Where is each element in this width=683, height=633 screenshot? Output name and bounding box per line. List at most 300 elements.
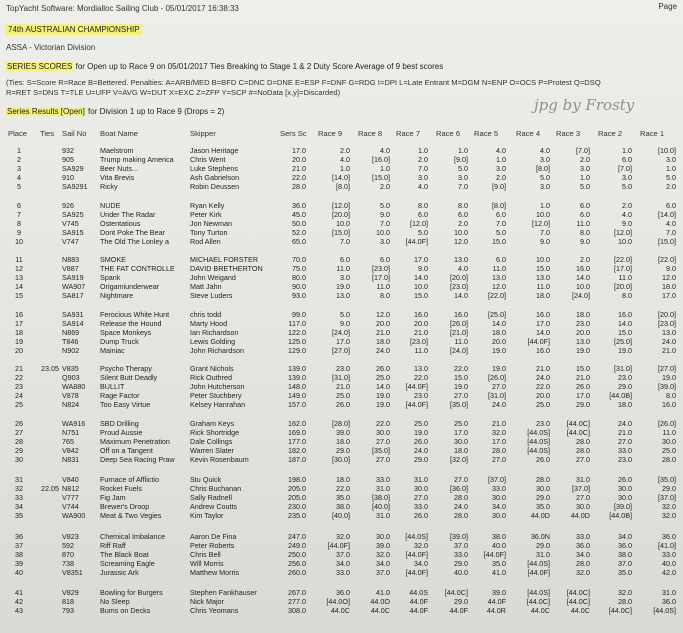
cell-skipper: Grant Nichols [190,364,234,373]
cell-race-2: 21.0 [618,427,632,437]
cell-race-3: 6.0 [580,209,590,219]
cell-series-score: 36.0 [292,200,306,210]
cell-race-1: 29.0 [662,484,676,494]
cell-place: 19 [15,336,23,346]
column-header-race-6: Race 6 [436,129,461,138]
cell-boat-name: Furnace of Afflictio [100,475,159,484]
cell-race-2: [12.0] [614,227,632,237]
cell-race-1: 30.0 [662,436,676,446]
cell-race-9: 34.0 [336,558,350,568]
cell-race-6: 3.0 [458,173,468,183]
cell-race-2: 35.0 [618,567,632,577]
cell-race-3: 13.0 [576,336,590,346]
cell-boat-name: SMOKE [100,255,126,264]
cell-race-5: 39.0 [492,588,506,597]
cell-race-7: 24.0 [414,445,428,455]
cell-race-4: 44.0C [530,606,550,616]
cell-boat-name: Ostentatious [100,218,141,228]
cell-race-1: 32.0 [662,502,676,512]
cell-sail-no: WA900 [62,511,86,521]
cell-race-1: 3.0 [666,155,676,165]
cell-skipper: Lewis Golding [190,336,236,346]
cell-race-5: 30.0 [492,511,506,521]
cell-race-2: 26.0 [618,475,632,484]
cell-race-3: 16.0 [576,264,590,274]
cell-race-7: 25.0 [414,418,428,428]
cell-race-4: 44.0D [530,511,550,521]
cell-sail-no: V829 [62,588,79,597]
cell-race-6: 5.0 [458,164,468,174]
cell-race-8: 30.0 [376,531,390,541]
cell-boat-name: Ricky [100,182,118,192]
cell-boat-name: Bums on Decks [100,606,151,616]
cell-race-5: 15.0 [492,236,506,246]
cell-sail-no: N831 [62,454,80,464]
cell-boat-name: Too Easy Virtue [100,400,151,410]
cell-race-3: 28.0 [576,558,590,568]
cell-series-score: 247.0 [288,531,306,541]
cell-place: 2 [17,155,21,165]
series-scores-line [6,62,443,71]
cell-boat-name: Riff Raff [100,540,126,550]
association-label: ASSA - Victorian Division [6,43,96,52]
cell-race-8: 10.0 [376,227,390,237]
cell-race-6: [36.0] [450,484,468,494]
cell-race-4: 10.0 [536,255,550,264]
cell-race-2: 24.0 [618,418,632,428]
cell-race-5: 27.0 [492,382,506,392]
cell-skipper: Steve Luders [190,291,233,301]
cell-race-3: [44.0C] [566,597,590,607]
cell-race-1: [37.0] [658,493,676,503]
cell-sail-no: 765 [62,436,74,446]
cell-boat-name: BULLIT [100,382,125,392]
cell-race-8: 37.0 [376,567,390,577]
cell-race-5: 2.0 [496,173,506,183]
cell-race-8: 5.0 [380,200,390,210]
cell-race-9: [27.0] [332,345,350,355]
cell-race-9: 3.0 [340,273,350,283]
cell-sail-no: V745 [62,218,79,228]
cell-race-5: [44.0F] [483,549,506,559]
cell-race-1: 6.0 [666,200,676,210]
cell-race-9: 7.0 [340,236,350,246]
cell-series-score: 148.0 [288,382,306,392]
cell-race-7: 15.0 [414,291,428,301]
cell-race-3: 19.0 [576,345,590,355]
cell-race-7: 30.0 [414,484,428,494]
cell-race-3: 26.0 [576,382,590,392]
cell-race-4: 11.0 [536,282,550,292]
cell-race-6: [20.0] [450,273,468,283]
cell-race-7: 26.0 [414,436,428,446]
cell-sail-no: V887 [62,264,79,274]
cell-race-3: [37.0] [572,484,590,494]
cell-race-5: 6.0 [496,255,506,264]
cell-race-4: 36.0N [530,531,550,541]
cell-boat-name: Chemical Imbalance [100,531,166,541]
cell-skipper: Sally Radnell [190,493,232,503]
cell-sail-no: 738 [62,558,74,568]
cell-race-8: [35.0] [372,445,390,455]
cell-skipper: Chris Went [190,155,226,165]
cell-sail-no: N883 [62,255,80,264]
cell-race-4: [44.0S] [527,445,550,455]
cell-race-7: 10.0 [414,282,428,292]
cell-place: 15 [15,291,23,301]
cell-race-4: [8.0] [536,164,550,174]
cell-race-5: 32.0 [492,427,506,437]
cell-race-2: [39.0] [614,502,632,512]
cell-boat-name: Beer Nuts... [100,164,138,174]
cell-place: 17 [15,318,23,328]
cell-race-7: 27.0 [414,493,428,503]
cell-race-5: 1.0 [496,155,506,165]
cell-race-8: 41.0 [376,588,390,597]
cell-race-9: 33.0 [336,567,350,577]
series-results-text: for Division 1 up to Race 9 (Drops = 2) [88,107,225,116]
cell-race-2: [20.0] [614,282,632,292]
cell-ties: 22.05 [41,484,59,494]
cell-skipper: MICHAEL FORSTER [190,255,259,264]
cell-race-8: [23.0] [372,264,390,274]
cell-race-6: [9.0] [454,155,468,165]
cell-race-3: 9.0 [580,236,590,246]
cell-race-1: 18.0 [662,282,676,292]
cell-race-2: 23.0 [618,454,632,464]
cell-race-1: [26.0] [658,418,676,428]
cell-series-score: 90.0 [292,282,306,292]
cell-race-6: [26.0] [450,318,468,328]
cell-place: 38 [15,549,23,559]
cell-race-2: 15.0 [618,327,632,337]
cell-race-1: 2.0 [666,182,676,192]
cell-series-score: 250.0 [288,549,306,559]
cell-race-8: 22.0 [376,418,390,428]
cell-race-7: 2.0 [418,155,428,165]
cell-sail-no: V744 [62,502,79,512]
cell-race-4: 13.0 [536,273,550,283]
cell-race-4: [44.0S] [527,588,550,597]
cell-race-6: 8.0 [458,200,468,210]
cell-race-1: 32.0 [662,511,676,521]
cell-sail-no: WA880 [62,382,86,392]
cell-race-4: 31.0 [536,549,550,559]
cell-race-5: [26.0] [488,373,506,383]
cell-race-9: [40.0] [332,511,350,521]
cell-race-8: 33.0 [376,475,390,484]
cell-race-2: 14.0 [618,318,632,328]
cell-race-7: 33.0 [414,502,428,512]
cell-race-5: 34.0 [492,502,506,512]
cell-race-7: 5.0 [418,227,428,237]
cell-race-1: 33.0 [662,549,676,559]
cell-series-score: 267.0 [288,588,306,597]
cell-series-score: 157.0 [288,400,306,410]
cell-series-score: 75.0 [292,264,306,274]
cell-race-3: 1.0 [580,173,590,183]
cell-race-5: 11.0 [492,264,506,274]
cell-sail-no: V840 [62,475,79,484]
cell-race-4: [44.0S] [527,427,550,437]
cell-race-4: [44.0S] [527,436,550,446]
cell-skipper: Marty Hood [190,318,228,328]
cell-race-2: [44.0C] [608,606,632,616]
cell-race-4: [44.0F] [527,336,550,346]
cell-race-6: 29.0 [454,597,468,607]
cell-race-7: 13.0 [414,364,428,373]
cell-race-2: 30.0 [618,484,632,494]
cell-race-9: 21.0 [336,382,350,392]
cell-race-7: 7.0 [418,164,428,174]
cell-race-8: 32.0 [376,549,390,559]
cell-series-score: 308.0 [288,606,306,616]
cell-race-2: 16.0 [618,309,632,319]
cell-race-6: 19.0 [454,382,468,392]
cell-race-8: 31.0 [376,511,390,521]
cell-race-6: 44.0F [449,606,468,616]
cell-race-4: 22.0 [536,382,550,392]
cell-skipper: Aaron De Fina [190,531,237,541]
cell-series-score: 139.0 [288,364,306,373]
cell-series-score: 205.0 [288,484,306,494]
cell-race-9: [12.0] [332,200,350,210]
cell-race-9: 17.0 [336,336,350,346]
cell-race-4: 26.0 [536,454,550,464]
cell-race-7: 9.0 [418,264,428,274]
cell-race-3: 36.0 [576,540,590,550]
cell-race-3: [24.0] [572,291,590,301]
cell-race-1: 17.0 [662,291,676,301]
cell-ties: 23.05 [41,364,59,373]
cell-race-7: 44.0F [409,597,428,607]
cell-race-8: 39.0 [376,540,390,550]
cell-boat-name: NUDE [100,200,121,210]
cell-skipper: chris todd [190,309,222,319]
cell-sail-no: V823 [62,531,79,541]
cell-race-7: [44.0F] [405,382,428,392]
cell-race-2: 37.0 [618,558,632,568]
cell-race-2: 10.0 [618,236,632,246]
cell-race-5: 5.0 [496,227,506,237]
cell-race-6: 33.0 [454,549,468,559]
cell-race-1: 12.0 [662,273,676,283]
cell-race-1: 1.0 [666,164,676,174]
cell-skipper: Ian Richardson [190,327,239,337]
cell-race-5: 13.0 [492,273,506,283]
penalty-key-line-1: (Ties: S=Score R=Race B=Bettered. Penalties: A=ARB/MED B=BFD C=DNC D=DNE E=ESP F=DNF G=RDG I=DPI L=Late Entrant M=DGM N=ENP O=OCS P=Protest Q=DSQ [6,78,601,87]
column-header-ties: Ties [40,129,55,138]
cell-race-4: 23.0 [536,418,550,428]
penalty-key [6,78,681,98]
cell-sail-no: V8351 [62,567,83,577]
cell-race-2: 38.0 [618,549,632,559]
penalty-key-line-2: R=RET S=DNS T=TLE U=UFP V=AVG W=DUT X=EXC Z=ZFP Y=SCP #=NoData [x,y]=Discarded) [6,88,341,97]
cell-race-5: 19.0 [492,364,506,373]
cell-skipper: Dale Collings [190,436,233,446]
cell-race-3: 18.0 [576,309,590,319]
cell-skipper: Peter Stuchbery [190,391,242,401]
cell-race-4: 28.0 [536,475,550,484]
cell-race-2: [44.0B] [609,511,632,521]
cell-race-9: 38.0 [336,502,350,512]
cell-race-1: [14.0] [658,209,676,219]
cell-race-8: [16.0] [372,155,390,165]
cell-place: 43 [15,606,23,616]
cell-race-8: 18.0 [376,336,390,346]
cell-boat-name: Maximum Penetration [100,436,170,446]
cell-race-9: 22.0 [336,484,350,494]
cell-race-8: 9.0 [380,209,390,219]
cell-race-2: 36.0 [618,540,632,550]
cell-race-9: 10.0 [336,218,350,228]
cell-series-score: 177.0 [288,436,306,446]
cell-series-score: 80.0 [292,273,306,283]
cell-race-1: [27.0] [658,364,676,373]
cell-series-score: 230.0 [288,502,306,512]
cell-race-6: 24.0 [454,502,468,512]
cell-race-7: 34.0 [414,558,428,568]
cell-sail-no: Q903 [62,373,80,383]
cell-boat-name: Origamiunderwear [100,282,160,292]
cell-skipper: Peter Kirk [190,209,222,219]
cell-race-1: [15.0] [658,236,676,246]
cell-sail-no: T846 [62,336,79,346]
cell-boat-name: Trump making America [100,155,174,165]
cell-skipper: Matthew Morris [190,567,240,577]
cell-race-5: 38.0 [492,531,506,541]
cell-race-1: [23.0] [658,318,676,328]
cell-race-2: 19.0 [618,345,632,355]
cell-series-score: 125.0 [288,336,306,346]
cell-race-4: 24.0 [536,373,550,383]
cell-race-6: [32.0] [450,454,468,464]
software-header: TopYacht Software: Mordialloc Sailing Club - 05/01/2017 16:38:33 [6,4,239,13]
cell-sail-no: 870 [62,549,74,559]
cell-race-1: 7.0 [666,227,676,237]
cell-race-5: 20.0 [492,336,506,346]
cell-race-4: 16.0 [536,309,550,319]
cell-race-9: [44.0O] [326,597,350,607]
cell-race-9: [28.0] [332,418,350,428]
cell-race-5: 17.0 [492,436,506,446]
cell-sail-no: V835 [62,364,79,373]
cell-race-6: 27.0 [454,475,468,484]
cell-race-5: 35.0 [492,558,506,568]
cell-race-5: 18.0 [492,327,506,337]
cell-race-5: 21.0 [492,418,506,428]
cell-place: 37 [15,540,23,550]
cell-race-5: [22.0] [488,291,506,301]
cell-skipper: Matt Jahn [190,282,222,292]
cell-race-9: [24.0] [332,327,350,337]
cell-race-2: 5.0 [622,182,632,192]
cell-race-4: 4.0 [540,146,550,155]
cell-skipper: Kelsey Hanrahan [190,400,246,410]
column-header-race-2: Race 2 [598,129,623,138]
cell-race-7: [44.0F] [405,549,428,559]
cell-skipper: John Hutcherson [190,382,245,392]
cell-race-3: 23.0 [576,318,590,328]
cell-series-score: 169.0 [288,427,306,437]
cell-boat-name: Meat & Two Vegies [100,511,162,521]
cell-boat-name: Under The Radar [100,209,156,219]
cell-race-5: [37.0] [488,475,506,484]
cell-boat-name: Maelstrom [100,146,134,155]
cell-race-8: 11.0 [376,282,390,292]
cell-race-2: [7.0] [618,164,632,174]
cell-race-6: 25.0 [454,418,468,428]
cell-place: 13 [15,273,23,283]
cell-boat-name: Bowling for Burgers [100,588,163,597]
cell-race-7: [44.0F] [405,236,428,246]
cell-place: 39 [15,558,23,568]
series-results-label: Series Results [Open] [7,107,85,116]
cell-skipper: Chris Yeomans [190,606,239,616]
cell-race-3: 30.0 [576,502,590,512]
cell-skipper: Luke Stephens [190,164,238,174]
cell-race-1: 4.0 [666,218,676,228]
cell-race-7: 1.0 [418,146,428,155]
cell-race-1: 11.0 [662,427,676,437]
cell-race-3: [7.0] [576,146,590,155]
cell-race-6: [35.0] [450,400,468,410]
cell-skipper: Rick Outhred [190,373,232,383]
cell-race-5: 3.0 [496,164,506,174]
cell-race-7: 6.0 [418,209,428,219]
cell-series-score: 65.0 [292,236,306,246]
cell-race-8: 25.0 [376,373,390,383]
cell-race-4: 25.0 [536,400,550,410]
cell-race-8: 31.0 [376,484,390,494]
cell-race-1: 42.0 [662,567,676,577]
cell-race-1: 40.0 [662,558,676,568]
cell-race-8: [15.0] [372,173,390,183]
watermark-text: jpg by Frosty [534,96,635,114]
cell-race-8: 21.0 [376,327,390,337]
cell-race-6: [21.0] [450,327,468,337]
cell-race-9: [20.0] [332,209,350,219]
cell-series-score: 28.0 [292,182,306,192]
cell-place: 28 [15,436,23,446]
cell-race-9: 18.0 [336,436,350,446]
cell-race-6: 14.0 [454,291,468,301]
cell-sail-no: N751 [62,427,80,437]
cell-race-2: 27.0 [618,436,632,446]
cell-race-7: 31.0 [414,475,428,484]
cell-race-3: 33.0 [576,531,590,541]
cell-race-2: 3.0 [622,173,632,183]
cell-race-2: 28.0 [618,597,632,607]
cell-boat-name: Ferocious White Hunt [100,309,170,319]
cell-race-4: [44.0F] [527,567,550,577]
cell-skipper: John Weigand [190,273,236,283]
cell-race-6: 28.0 [454,493,468,503]
cell-race-5: 24.0 [492,400,506,410]
cell-race-6: 22.0 [454,364,468,373]
column-header-race-3: Race 3 [556,129,581,138]
cell-sail-no: WA907 [62,282,86,292]
cell-race-1: [10.0] [658,146,676,155]
cell-race-6: 6.0 [458,209,468,219]
cell-race-9: 9.0 [340,318,350,328]
cell-boat-name: Release the Hound [100,318,162,328]
cell-race-6: 4.0 [458,264,468,274]
cell-series-score: 235.0 [288,511,306,521]
cell-place: 10 [15,236,23,246]
cell-boat-name: Vita Brevis [100,173,135,183]
cell-boat-name: Mainiac [100,345,125,355]
